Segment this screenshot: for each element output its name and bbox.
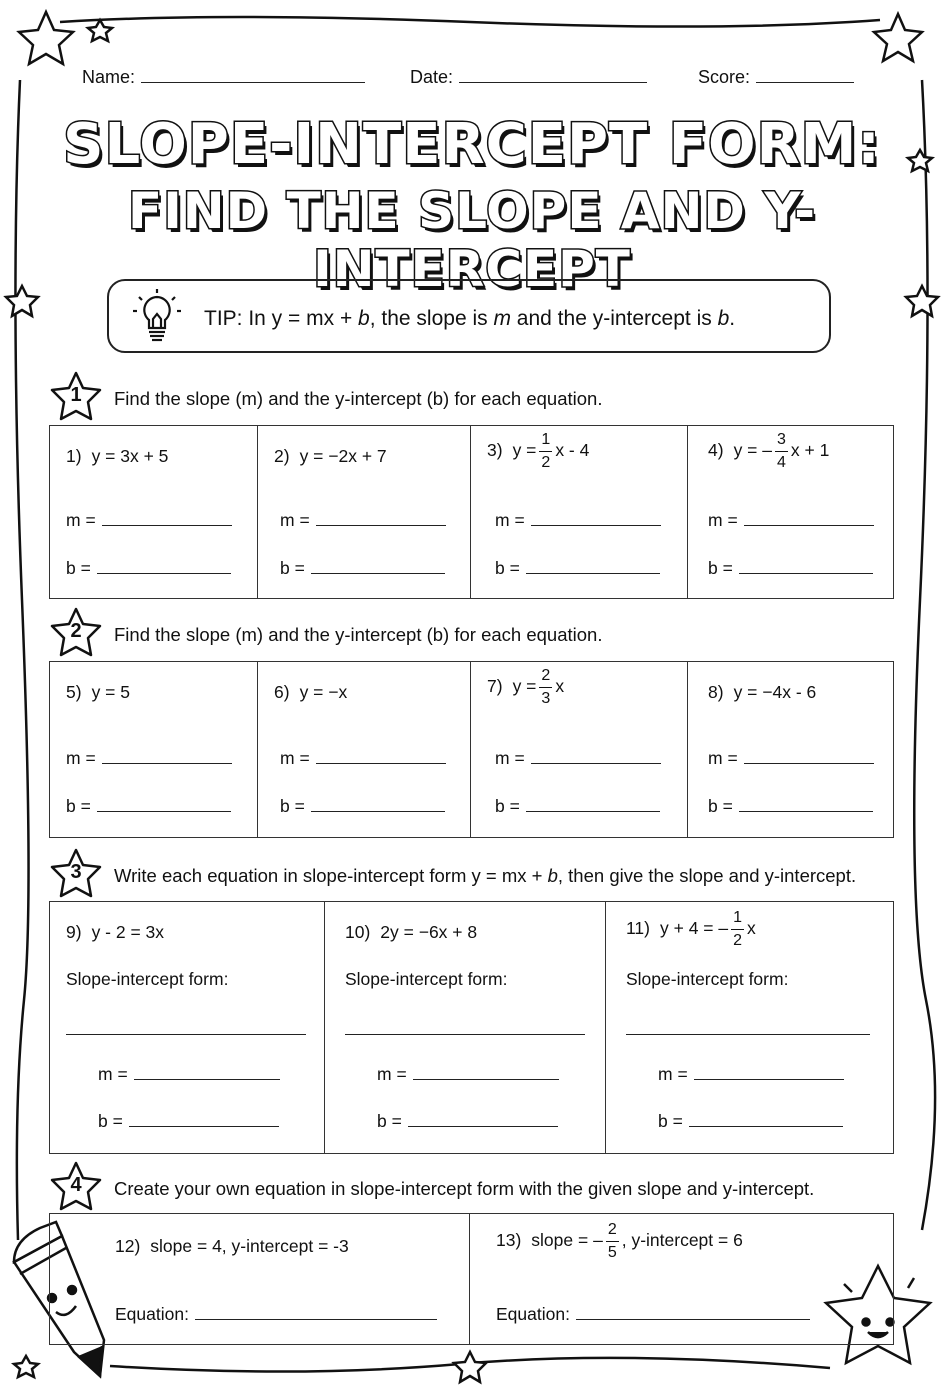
equation-answer[interactable]: Equation: — [115, 1304, 437, 1325]
section-1-header — [48, 370, 928, 420]
section-number: 2 — [70, 620, 82, 642]
section-instruction: Write each equation in slope-intercept form y = mx + b, then give the slope and y-intercept. — [114, 865, 857, 886]
problem-cell — [471, 662, 688, 837]
equation-answer[interactable]: Equation: — [496, 1304, 810, 1325]
slope-answer[interactable]: m = — [495, 510, 661, 531]
score-label: Score: — [698, 67, 751, 87]
intercept-answer[interactable]: b = — [66, 796, 231, 817]
problem-equation: 7) y = $\frac{2}{3}$ x — [487, 667, 565, 707]
intercept-answer[interactable]: b = — [495, 796, 660, 817]
problem-cell — [325, 902, 606, 1153]
section-number: 4 — [70, 1174, 82, 1196]
intercept-answer[interactable]: b = — [98, 1111, 279, 1132]
fraction: $\frac{1}{2}$ — [733, 909, 743, 949]
section-3-header — [48, 847, 928, 897]
problem-equation: 5) y = 5 — [66, 682, 130, 702]
intercept-answer[interactable]: b = — [280, 796, 445, 817]
problem-cell — [688, 426, 892, 598]
date-label: Date: — [410, 67, 454, 87]
slope-form-answer-line[interactable] — [626, 1034, 870, 1035]
slope-answer[interactable]: m = — [66, 748, 232, 769]
section-instruction: Find the slope (m) and the y-intercept (b) for each equation. — [114, 388, 603, 409]
problem-equation: 9) y - 2 = 3x — [66, 922, 165, 942]
problem-cell — [688, 662, 892, 837]
slope-form-label: Slope-intercept form: — [626, 969, 789, 989]
section-number: 3 — [70, 861, 82, 883]
slope-answer[interactable]: m = — [66, 510, 232, 531]
section-4-header — [48, 1160, 928, 1210]
intercept-answer[interactable]: b = — [280, 558, 445, 579]
name-field[interactable] — [82, 66, 365, 88]
page-title: SLOPE-INTERCEPT FORM: — [63, 112, 881, 177]
problem-cell — [258, 662, 471, 837]
slope-answer[interactable]: m = — [280, 510, 446, 531]
slope-answer[interactable]: m = — [495, 748, 661, 769]
fraction: $\frac{3}{4}$ — [777, 431, 786, 471]
section-number: 1 — [70, 384, 82, 406]
intercept-answer[interactable]: b = — [708, 796, 873, 817]
problem-equation: 4) y = – $\frac{3}{4}$ x + 1 — [708, 431, 830, 471]
slope-answer[interactable]: m = — [658, 1064, 844, 1085]
problem-cell — [471, 426, 688, 598]
slope-form-label: Slope-intercept form: — [345, 969, 508, 989]
score-blank[interactable] — [756, 66, 854, 83]
page-subtitle: FIND THE SLOPE AND Y-INTERCEPT — [128, 182, 816, 298]
date-field[interactable] — [410, 66, 647, 88]
problem-cell — [50, 426, 258, 598]
tip-box — [107, 279, 831, 353]
problem-equation: 6) y = −x — [274, 682, 348, 702]
section-instruction: Create your own equation in slope-intercept form with the given slope and y-intercept. — [114, 1178, 815, 1199]
score-field[interactable] — [698, 66, 854, 88]
problem-equation: 1) y = 3x + 5 — [66, 446, 169, 466]
slope-form-answer-line[interactable] — [66, 1034, 306, 1035]
problem-equation: 13) slope = – $\frac{2}{5}$ , y-intercept = 6 — [496, 1221, 743, 1261]
problem-cell — [258, 426, 471, 598]
slope-answer[interactable]: m = — [377, 1064, 559, 1085]
date-blank[interactable] — [459, 66, 647, 83]
intercept-answer[interactable]: b = — [66, 558, 231, 579]
problem-equation: 10) 2y = −6x + 8 — [345, 922, 478, 942]
section-4-grid — [49, 1213, 894, 1345]
name-blank[interactable] — [141, 66, 365, 83]
fraction: $\frac{2}{5}$ — [607, 1221, 617, 1261]
section-2-header — [48, 606, 928, 656]
problem-cell — [50, 662, 258, 837]
tip-text: TIP: In y = mx + b, the slope is m and the y-intercept is b. — [204, 307, 736, 330]
slope-answer[interactable]: m = — [708, 748, 874, 769]
problem-cell — [50, 1214, 470, 1344]
problem-cell — [606, 902, 892, 1153]
slope-answer[interactable]: m = — [708, 510, 874, 531]
section-1-grid — [49, 425, 894, 599]
slope-answer[interactable]: m = — [98, 1064, 280, 1085]
fraction: $\frac{1}{2}$ — [541, 431, 551, 471]
section-instruction: Find the slope (m) and the y-intercept (b) for each equation. — [114, 624, 603, 645]
problem-equation: 11) y + 4 = – $\frac{1}{2}$ x — [626, 909, 756, 949]
slope-answer[interactable]: m = — [280, 748, 446, 769]
intercept-answer[interactable]: b = — [495, 558, 660, 579]
problem-equation: 8) y = −4x - 6 — [708, 682, 817, 702]
problem-equation: 2) y = −2x + 7 — [274, 446, 387, 466]
problem-equation: 3) y = $\frac{1}{2}$ x - 4 — [487, 431, 590, 471]
slope-form-label: Slope-intercept form: — [66, 969, 229, 989]
lightbulb-icon — [127, 287, 187, 349]
intercept-answer[interactable]: b = — [708, 558, 873, 579]
intercept-answer[interactable]: b = — [377, 1111, 558, 1132]
name-label: Name: — [82, 67, 136, 87]
slope-form-answer-line[interactable] — [345, 1034, 585, 1035]
problem-equation: 12) slope = 4, y-intercept = -3 — [115, 1236, 349, 1256]
section-2-grid — [49, 661, 894, 838]
section-3-grid — [49, 901, 894, 1154]
problem-cell — [50, 902, 325, 1153]
fraction: $\frac{2}{3}$ — [541, 667, 551, 707]
problem-cell — [470, 1214, 892, 1344]
intercept-answer[interactable]: b = — [658, 1111, 843, 1132]
